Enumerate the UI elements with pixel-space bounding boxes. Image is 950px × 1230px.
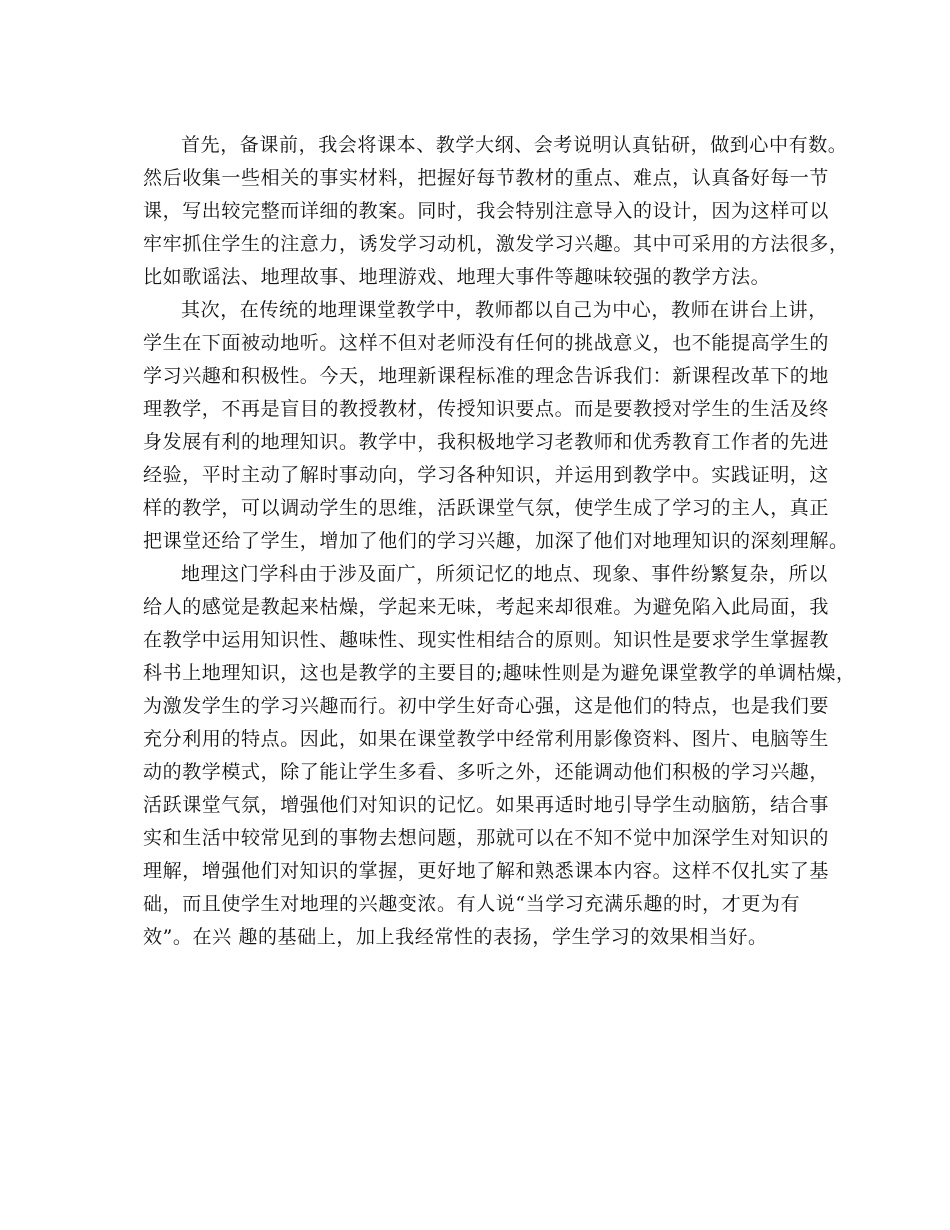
- text-line: 理解，增强他们对知识的掌握，更好地了解和熟悉课本内容。这样不仅扎实了基: [143, 860, 830, 882]
- text-line: 活跃课堂气氛，增强他们对知识的记忆。如果再适时地引导学生动脑筋，结合事: [143, 794, 830, 816]
- text-line: 身发展有利的地理知识。教学中，我积极地学习老教师和优秀教育工作者的先进: [143, 431, 830, 453]
- text-line: 为激发学生的学习兴趣而行。初中学生好奇心强，这是他们的特点，也是我们要: [143, 695, 830, 717]
- text-line: 给人的感觉是教起来枯燥，学起来无味，考起来却很难。为避免陷入此局面，我: [143, 596, 830, 618]
- text-line: 课，写出较完整而详细的教案。同时，我会特别注意导入的设计，因为这样可以: [143, 200, 830, 222]
- text-line: 牢牢抓住学生的注意力，诱发学习动机，激发学习兴趣。其中可采用的方法很多，: [143, 233, 849, 255]
- text-line: 把课堂还给了学生，增加了他们的学习兴趣，加深了他们对地理知识的深刻理解。: [143, 530, 849, 552]
- text-line: 效”。在兴 趣的基础上，加上我经常性的表扬，学生学习的效果相当好。: [143, 926, 768, 948]
- text-line: 科书上地理知识，这也是教学的主要目的;趣味性则是为避免课堂教学的单调枯燥，: [143, 662, 856, 684]
- text-line: 地理这门学科由于涉及面广，所须记忆的地点、现象、事件纷繁复杂，所以: [181, 563, 828, 585]
- text-line: 样的教学，可以调动学生的思维，活跃课堂气氛，使学生成了学习的主人，真正: [143, 497, 830, 519]
- text-line: 首先，备课前，我会将课本、教学大纲、会考说明认真钻研，做到心中有数。: [181, 134, 848, 156]
- text-line: 然后收集一些相关的事实材料，把握好每节教材的重点、难点，认真备好每一节: [143, 167, 830, 189]
- text-line: 实和生活中较常见到的事物去想问题，那就可以在不知不觉中加深学生对知识的: [143, 827, 830, 849]
- text-line: 学习兴趣和积极性。今天，地理新课程标准的理念告诉我们：新课程改革下的地: [143, 365, 830, 387]
- text-line: 比如歌谣法、地理故事、地理游戏、地理大事件等趣味较强的教学方法。: [143, 266, 771, 288]
- text-line: 理教学，不再是盲目的教授教材，传授知识要点。而是要教授对学生的生活及终: [143, 398, 830, 420]
- text-line: 动的教学模式，除了能让学生多看、多听之外，还能调动他们积极的学习兴趣，: [143, 761, 830, 783]
- text-line: 在教学中运用知识性、趣味性、现实性相结合的原则。知识性是要求学生掌握教: [143, 629, 830, 651]
- text-line: 充分利用的特点。因此，如果在课堂教学中经常利用影像资料、图片、电脑等生: [143, 728, 830, 750]
- text-line: 础，而且使学生对地理的兴趣变浓。有人说“当学习充满乐趣的时，才更为有: [143, 893, 801, 915]
- text-line: 其次，在传统的地理课堂教学中，教师都以自己为中心，教师在讲台上讲，: [181, 299, 828, 321]
- text-line: 经验，平时主动了解时事动向，学习各种知识，并运用到教学中。实践证明，这: [143, 464, 830, 486]
- text-line: 学生在下面被动地听。这样不但对老师没有任何的挑战意义，也不能提高学生的: [143, 332, 830, 354]
